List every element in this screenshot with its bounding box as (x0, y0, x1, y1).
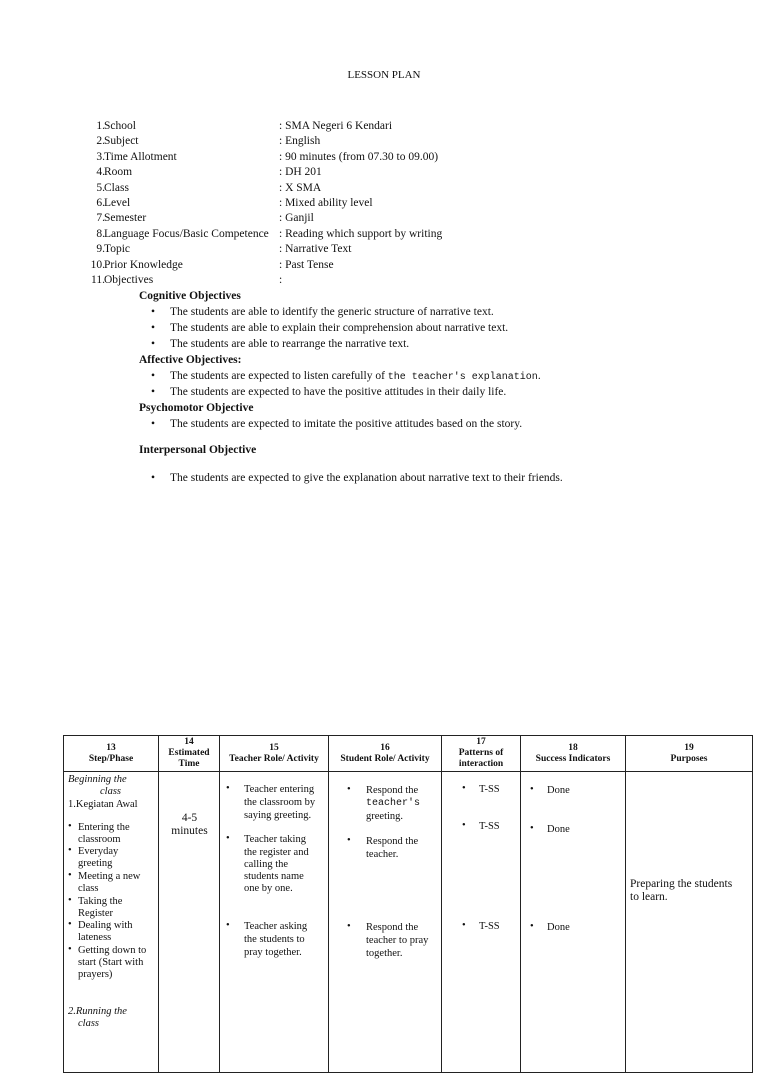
header-student-role: 16 Student Role/ Activity (329, 736, 442, 772)
cell-estimated-time (159, 772, 220, 1073)
step-item-cont: greeting (78, 858, 113, 869)
info-value: : Ganjil (279, 212, 314, 225)
step-item-cont: class (78, 883, 99, 894)
teacher-activity-cont: the register and (244, 847, 309, 858)
student-activity: Respond the (366, 836, 419, 847)
header-patterns-of-interaction: 17 Patterns of interaction (442, 736, 521, 772)
student-activity-cont: teacher's (366, 798, 421, 809)
bullet-icon: • (347, 921, 351, 932)
cell-teacher-role (220, 772, 329, 1073)
step-item: Entering the (78, 822, 130, 833)
bullet-icon: • (462, 820, 466, 831)
info-label: Objectives (104, 273, 154, 286)
step-item: Getting down to (78, 945, 147, 956)
info-number: 6. (96, 196, 105, 209)
success-indicator: Done (547, 922, 570, 933)
bullet-icon: • (68, 821, 72, 832)
info-number: 2. (96, 135, 105, 148)
header-estimated-time: 14 Estimated Time (159, 736, 220, 772)
objective-item: • The students are able to explain their comprehension about narrative text. (139, 320, 699, 336)
purpose-text-cont: to learn. (630, 891, 668, 903)
student-activity: Respond the (366, 785, 419, 796)
cell-purposes (626, 772, 753, 1073)
teacher-activity: Teacher entering (244, 784, 315, 795)
info-value: : SMA Negeri 6 Kendari (279, 120, 393, 132)
kegiatan-awal-label: 1.Kegiatan Awal (68, 799, 138, 810)
info-number: 7. (96, 212, 105, 225)
interpersonal-objective-heading: Interpersonal Objective (139, 444, 257, 456)
header-purposes: 19 Purposes (626, 736, 753, 772)
teacher-activity-cont: saying greeting. (244, 810, 312, 821)
info-value: : X SMA (279, 181, 322, 194)
bullet-icon: • (226, 783, 230, 794)
teacher-activity-cont: one by one. (244, 883, 293, 894)
info-value: : Past Tense (279, 258, 334, 271)
info-value: : (279, 273, 283, 286)
step-item: Everyday (78, 846, 119, 857)
bullet-icon: • (226, 920, 230, 931)
objective-item: • The students are able to identify the generic structure of narrative text. (139, 304, 699, 320)
objective-item: • The students are able to rearrange the narrative text. (139, 336, 699, 352)
teacher-activity-cont: students name (244, 871, 304, 882)
cognitive-objectives-list (139, 304, 699, 352)
header-teacher-role: 15 Teacher Role/ Activity (220, 736, 329, 772)
objective-emphasis: the teacher's explanation (387, 372, 538, 383)
objective-item: • The students are expected to give the explanation about narrative text to their friends. (139, 470, 699, 486)
bullet-icon: • (226, 833, 230, 844)
student-activity-cont: greeting. (366, 811, 404, 822)
bullet-icon: • (462, 783, 466, 794)
bullet-icon: • (530, 823, 534, 834)
student-activity: Respond the (366, 922, 419, 933)
document-title: LESSON PLAN (347, 69, 421, 81)
step-item-cont: Register (78, 908, 113, 919)
psychomotor-objectives-list (139, 416, 699, 432)
info-value: : Mixed ability level (279, 196, 373, 209)
interpersonal-objectives-list (139, 470, 699, 486)
header-step-phase: 13 Step/Phase (64, 736, 159, 772)
step-item-cont: classroom (78, 834, 121, 845)
step-item-cont: prayers) (78, 969, 113, 980)
info-value: : DH 201 (279, 166, 322, 179)
interaction-pattern: T-SS (479, 821, 500, 832)
psychomotor-objective-heading: Psychomotor Objective (139, 402, 254, 414)
objective-item (139, 368, 699, 384)
step-item: Meeting a new (78, 871, 141, 882)
interaction-pattern: T-SS (479, 921, 500, 932)
student-activity-cont: teacher. (366, 849, 399, 860)
cell-student-role (329, 772, 442, 1073)
affective-objectives-heading: Affective Objectives: (139, 354, 242, 366)
info-value: : English (279, 135, 321, 148)
header-success-indicators: 18 Success Indicators (521, 736, 626, 772)
info-label: Prior Knowledge (104, 258, 183, 271)
teacher-activity-cont: calling the (244, 859, 289, 870)
info-number: 1. (96, 120, 105, 132)
beginning-label-cont: class (100, 786, 121, 797)
bullet-icon: • (347, 784, 351, 795)
info-number: 5. (96, 181, 105, 194)
info-label: Subject (104, 135, 139, 148)
info-label: Topic (104, 243, 131, 256)
info-label: Language Focus/Basic Competence (104, 227, 269, 240)
info-label: Time Allotment (104, 150, 177, 163)
time-value: 4-5 (181, 812, 198, 824)
info-value: : Reading which support by writing (279, 227, 443, 240)
info-number: 9. (96, 243, 105, 256)
step-item: Taking the (78, 896, 123, 907)
info-number: 11. (91, 273, 105, 286)
objective-item: • The students are expected to have the positive attitudes in their daily life. (139, 384, 699, 400)
time-unit: minutes (171, 825, 208, 837)
bullet-icon: • (462, 920, 466, 931)
success-indicator: Done (547, 785, 570, 796)
objective-text: The students are expected to listen carefully of (170, 370, 388, 382)
running-label: 2.Running the (68, 1006, 127, 1017)
affective-objectives-list (139, 368, 699, 400)
table-row (64, 772, 753, 1073)
beginning-label: Beginning the (68, 774, 127, 785)
bullet-icon: • (68, 870, 72, 881)
step-item-cont: start (Start with (78, 957, 144, 968)
interaction-pattern: T-SS (479, 784, 500, 795)
teacher-activity: Teacher taking (244, 834, 306, 845)
bullet-icon: • (530, 784, 534, 795)
info-number: 10. (90, 258, 105, 271)
running-label-cont: class (78, 1018, 99, 1029)
bullet-icon: • (68, 845, 72, 856)
bullet-icon: • (347, 835, 351, 846)
objective-text-end: . (537, 370, 541, 382)
lesson-activity-table (63, 735, 753, 1073)
cognitive-objectives-heading: Cognitive Objectives (139, 290, 241, 302)
purpose-text: Preparing the students (630, 878, 733, 890)
info-value: : 90 minutes (from 07.30 to 09.00) (279, 150, 439, 163)
info-value: : Narrative Text (279, 243, 352, 256)
info-number: 4. (96, 166, 105, 179)
bullet-icon: • (530, 921, 534, 932)
student-activity-cont: together. (366, 948, 403, 959)
bullet-icon: • (68, 895, 72, 906)
info-number: 8. (96, 227, 105, 240)
lesson-activity-table-wrapper (63, 735, 752, 1073)
info-label: School (104, 120, 136, 132)
info-label: Semester (104, 212, 147, 225)
step-item-cont: lateness (78, 932, 112, 943)
teacher-activity-cont: the students to (244, 934, 305, 945)
teacher-activity-cont: the classroom by (244, 797, 316, 808)
info-label: Class (104, 181, 129, 194)
step-item: Dealing with (78, 920, 133, 931)
cell-patterns-of-interaction (442, 772, 521, 1073)
cell-step-phase (64, 772, 159, 1073)
objective-item: • The students are expected to imitate the positive attitudes based on the story. (139, 416, 699, 432)
info-label: Room (104, 166, 133, 179)
student-activity-cont: teacher to pray (366, 935, 429, 946)
teacher-activity: Teacher asking (244, 921, 308, 932)
table-header-row (64, 736, 753, 772)
objectives-section (139, 288, 699, 486)
success-indicator: Done (547, 824, 570, 835)
cell-success-indicators (521, 772, 626, 1073)
info-number: 3. (96, 150, 105, 163)
teacher-activity-cont: pray together. (244, 947, 302, 958)
bullet-icon: • (68, 944, 72, 955)
info-label: Level (104, 196, 131, 209)
bullet-icon: • (68, 919, 72, 930)
